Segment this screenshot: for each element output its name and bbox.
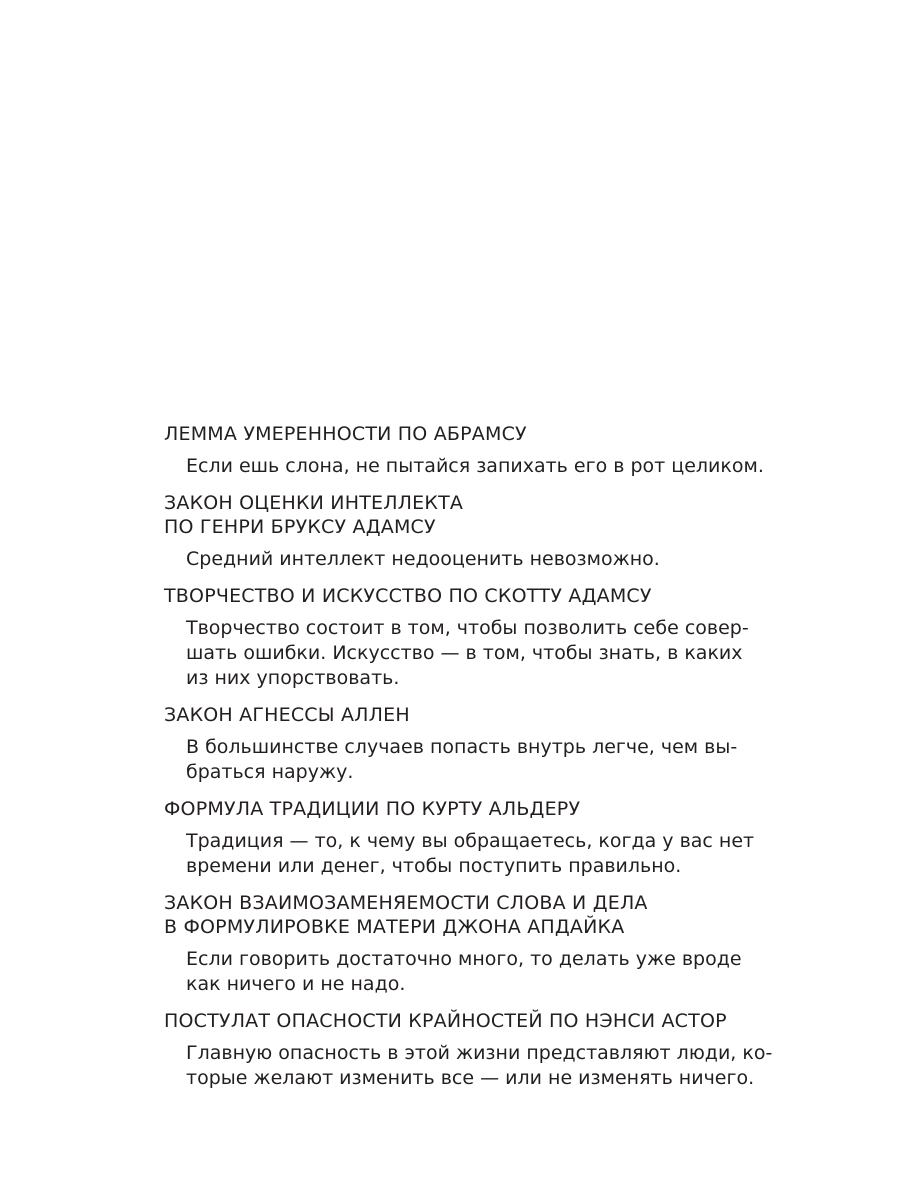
entry-7 bbox=[164, 1007, 773, 1091]
entry-text-line: торые желают изменить все — или не изменять ничего. bbox=[186, 1067, 755, 1089]
entry-text bbox=[186, 1041, 773, 1091]
entry-title-line: ПО ГЕНРИ БРУКСУ АДАМСУ bbox=[164, 516, 436, 538]
entry-title-line: ЗАКОН ВЗАИМОЗАМЕНЯЕМОСТИ СЛОВА И ДЕЛА bbox=[164, 892, 648, 914]
entry-text-line: из них упорствовать. bbox=[186, 667, 400, 689]
entry-title bbox=[164, 1007, 764, 1033]
entry-text-line: Если ешь слона, не пытайся запихать его в рот целиком. bbox=[186, 455, 764, 477]
entry-text-line: Средний интеллект недооценить невозможно. bbox=[186, 548, 660, 570]
entry-title bbox=[164, 420, 764, 446]
entry-title bbox=[164, 582, 764, 608]
entry-title-line: ТВОРЧЕСТВО И ИСКУССТВО ПО СКОТТУ АДАМСУ bbox=[164, 585, 652, 607]
entry-title-line: В ФОРМУЛИРОВКЕ МАТЕРИ ДЖОНА АПДАЙКА bbox=[164, 916, 625, 938]
entry-4 bbox=[164, 701, 764, 785]
entry-title-line: ЗАКОН АГНЕССЫ АЛЛЕН bbox=[164, 704, 410, 726]
entry-text-line: как ничего и не надо. bbox=[186, 973, 406, 995]
entry-text-line: времени или денег, чтобы поступить правильно. bbox=[186, 855, 682, 877]
entry-title bbox=[164, 701, 764, 727]
entry-text-line: Если говорить достаточно много, то делать уже вроде bbox=[186, 948, 742, 970]
entry-title-line: ЛЕММА УМЕРЕННОСТИ ПО АБРАМСУ bbox=[164, 423, 527, 445]
entry-text bbox=[186, 454, 764, 479]
entry-text-line: В большинстве случаев попасть внутрь легче, чем вы- bbox=[186, 736, 738, 758]
entry-text-line: Творчество состоит в том, чтобы позволить себе совер- bbox=[186, 617, 749, 639]
entry-3 bbox=[164, 582, 764, 691]
entry-text-line: Главную опасность в этой жизни представляют люди, ко- bbox=[186, 1042, 773, 1064]
entry-text bbox=[186, 947, 742, 997]
entry-text-line: Традиция — то, к чему вы обращаетесь, когда у вас нет bbox=[186, 830, 755, 852]
entry-text bbox=[186, 547, 726, 572]
entry-6 bbox=[164, 889, 764, 997]
entry-text bbox=[186, 829, 755, 879]
entry-title-line: ФОРМУЛА ТРАДИЦИИ ПО КУРТУ АЛЬДЕРУ bbox=[164, 798, 581, 820]
entry-text bbox=[186, 735, 738, 785]
entry-title-line: ПОСТУЛАТ ОПАСНОСТИ КРАЙНОСТЕЙ ПО НЭНСИ АСТОР bbox=[164, 1010, 727, 1032]
laws-list bbox=[164, 420, 773, 1101]
entry-1 bbox=[164, 420, 764, 479]
entry-title-line: ЗАКОН ОЦЕНКИ ИНТЕЛЛЕКТА bbox=[164, 492, 464, 514]
entry-5 bbox=[164, 795, 764, 879]
entry-text-line: браться наружу. bbox=[186, 761, 354, 783]
entry-title bbox=[164, 889, 764, 939]
entry-text-line: шать ошибки. Искусство — в том, чтобы знать, в каких bbox=[186, 642, 743, 664]
entry-2 bbox=[164, 489, 764, 572]
entry-title bbox=[164, 795, 764, 821]
entry-title bbox=[164, 489, 764, 539]
entry-text bbox=[186, 616, 749, 691]
